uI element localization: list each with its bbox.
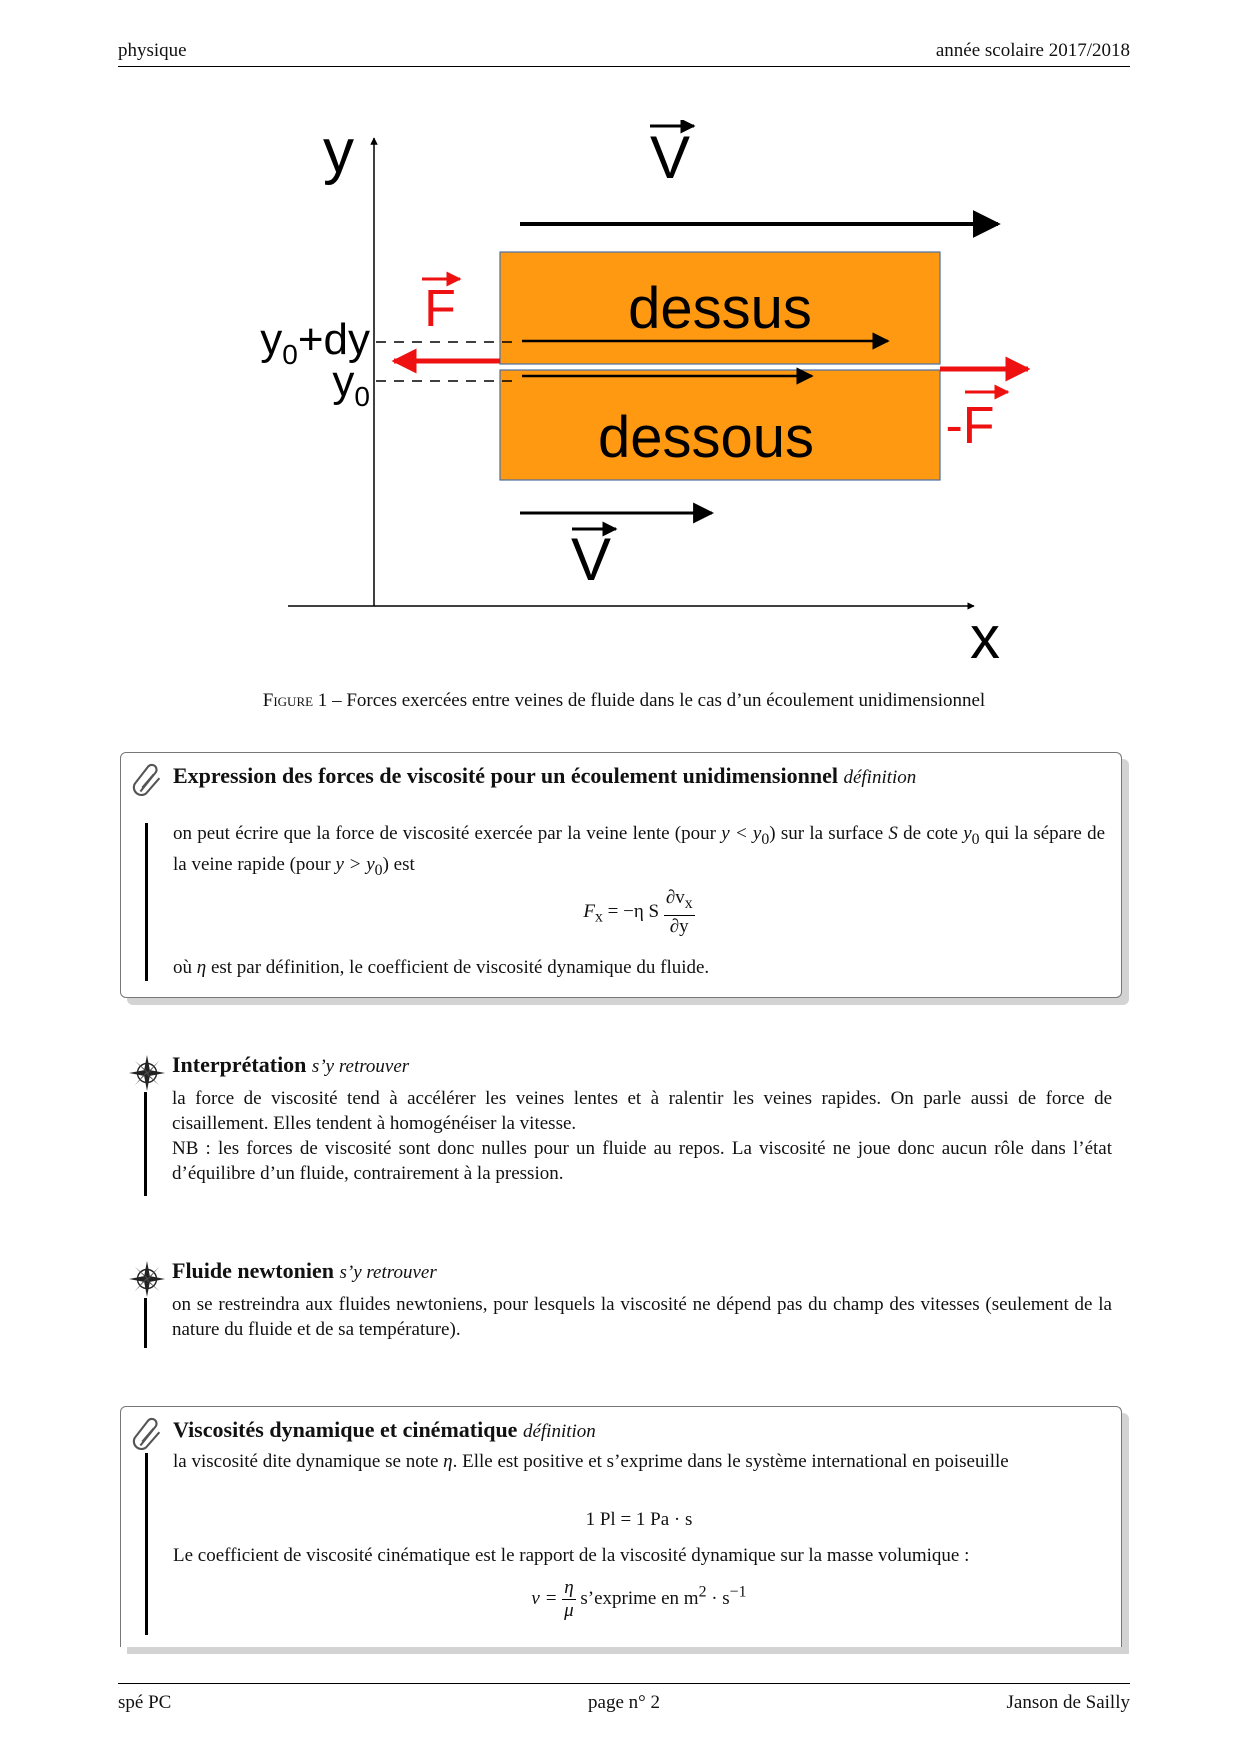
definition-box-viscous-force <box>120 752 1122 998</box>
definition-box-viscosities <box>120 1406 1122 1647</box>
viscosity-figure <box>250 120 1030 680</box>
box1-paragraph-2: où η est par définition, le coefficient de viscosité dynamique du fluide. <box>173 957 710 978</box>
block2-title-wrap <box>172 1052 409 1078</box>
upper-layer-label: dessus <box>628 276 812 341</box>
box1-equation-fraction: $\frac{\partial v_x}{\partial y}$ <box>665 887 693 937</box>
box4-equation-1: 1 Pl = 1 Pa · s <box>585 1509 693 1530</box>
velocity-label-bottom: V <box>570 526 612 593</box>
force-label-left: F <box>424 280 456 338</box>
box4-equation-2-fraction: $\frac{\eta}{\mu}$ <box>564 1577 574 1621</box>
box4-paragraph-1: la viscosité dite dynamique se note η. Elle est positive et s’exprime dans le système international en poiseuille <box>173 1451 1009 1472</box>
compass-rose-icon <box>128 1260 166 1298</box>
velocity-label-top: V <box>649 124 691 191</box>
box1-title: Expression des forces de viscosité pour un écoulement unidimensionnel <box>173 763 838 788</box>
page-footer <box>118 1683 1130 1714</box>
footer-center: page n° 2 <box>588 1692 660 1713</box>
box1-equation: $F_x = -\eta$ S $\frac{\partial v_x}{\partial y}$ <box>583 887 693 937</box>
header-right: année scolaire 2017/2018 <box>935 40 1130 61</box>
block2-tag: s’y retrouver <box>311 1056 410 1077</box>
block2-title: Interprétation <box>172 1052 307 1077</box>
footer-left: spé PC <box>118 1692 172 1713</box>
paperclip-icon <box>129 763 167 801</box>
lower-layer-label: dessous <box>597 405 815 470</box>
block-newtonian-fluid <box>120 1250 1120 1350</box>
box1-side-bar <box>145 823 148 981</box>
block2-paragraph-2: NB : les forces de viscosité sont donc nulles pour un fluide au repos. La viscosité ne joue donc aucun rôle dans l’état d’équilibre d’un fluide, contrairement à la pression. <box>172 1138 1112 1184</box>
compass-rose-icon <box>128 1054 166 1092</box>
box4-paragraph-2: Le coefficient de viscosité cinématique est le rapport de la viscosité dynamique sur la masse volumique : <box>173 1545 970 1566</box>
level-upper-label: $y_0+dy$ <box>260 315 370 370</box>
box4-side-bar <box>145 1453 148 1635</box>
y-axis-label: y <box>323 120 354 186</box>
box4-title-wrap <box>173 1417 596 1443</box>
block3-paragraph-1: on se restreindra aux fluides newtoniens, pour lesquels la viscosité ne dépend pas du champ des vitesses (seulement de la nature du fluide et de sa température). <box>172 1294 1112 1340</box>
box1-title-wrap <box>173 763 1107 791</box>
paperclip-icon <box>129 1417 167 1455</box>
box1-tag: définition <box>843 767 917 788</box>
page-header <box>118 40 1130 67</box>
block2-paragraph-1: la force de viscosité tend à accélérer les veines lentes et à ralentir les veines rapides. On parle aussi de force de cisaillement. Elles tendent à homogénéiser la vitesse. <box>172 1088 1112 1134</box>
box4-equation-2: ν = $\frac{\eta}{\mu}$ s’exprime en $m^2 \cdot s^{-1}$ <box>531 1577 747 1621</box>
footer-right: Janson de Sailly <box>1006 1692 1130 1713</box>
block2-side-bar <box>144 1092 147 1196</box>
block3-tag: s’y retrouver <box>339 1262 437 1283</box>
figure-caption <box>118 690 1130 712</box>
block3-title: Fluide newtonien <box>172 1258 334 1283</box>
x-axis-label: x <box>970 604 1000 671</box>
box1-paragraph-1: on peut écrire que la force de viscosité exercée par la veine lente (pour $y < y_0$) sur la surface S de cote $y_0$ qui la sépare de la veine rapide (pour $y > y_0$) est <box>173 823 1106 879</box>
force-label-right: -F <box>945 397 995 455</box>
figure-caption-label: Figure 1 <box>262 690 328 711</box>
level-lower-label: $y_0$ <box>332 357 370 412</box>
figure-caption-text: – Forces exercées entre veines de fluide dans le cas d’un écoulement unidimensionnel <box>327 690 986 711</box>
box4-title: Viscosités dynamique et cinématique <box>173 1417 518 1442</box>
block-interpretation <box>120 1044 1120 1194</box>
box4-tag: définition <box>522 1421 596 1442</box>
header-left: physique <box>118 40 187 61</box>
block3-side-bar <box>144 1298 147 1348</box>
block3-title-wrap <box>172 1258 437 1284</box>
